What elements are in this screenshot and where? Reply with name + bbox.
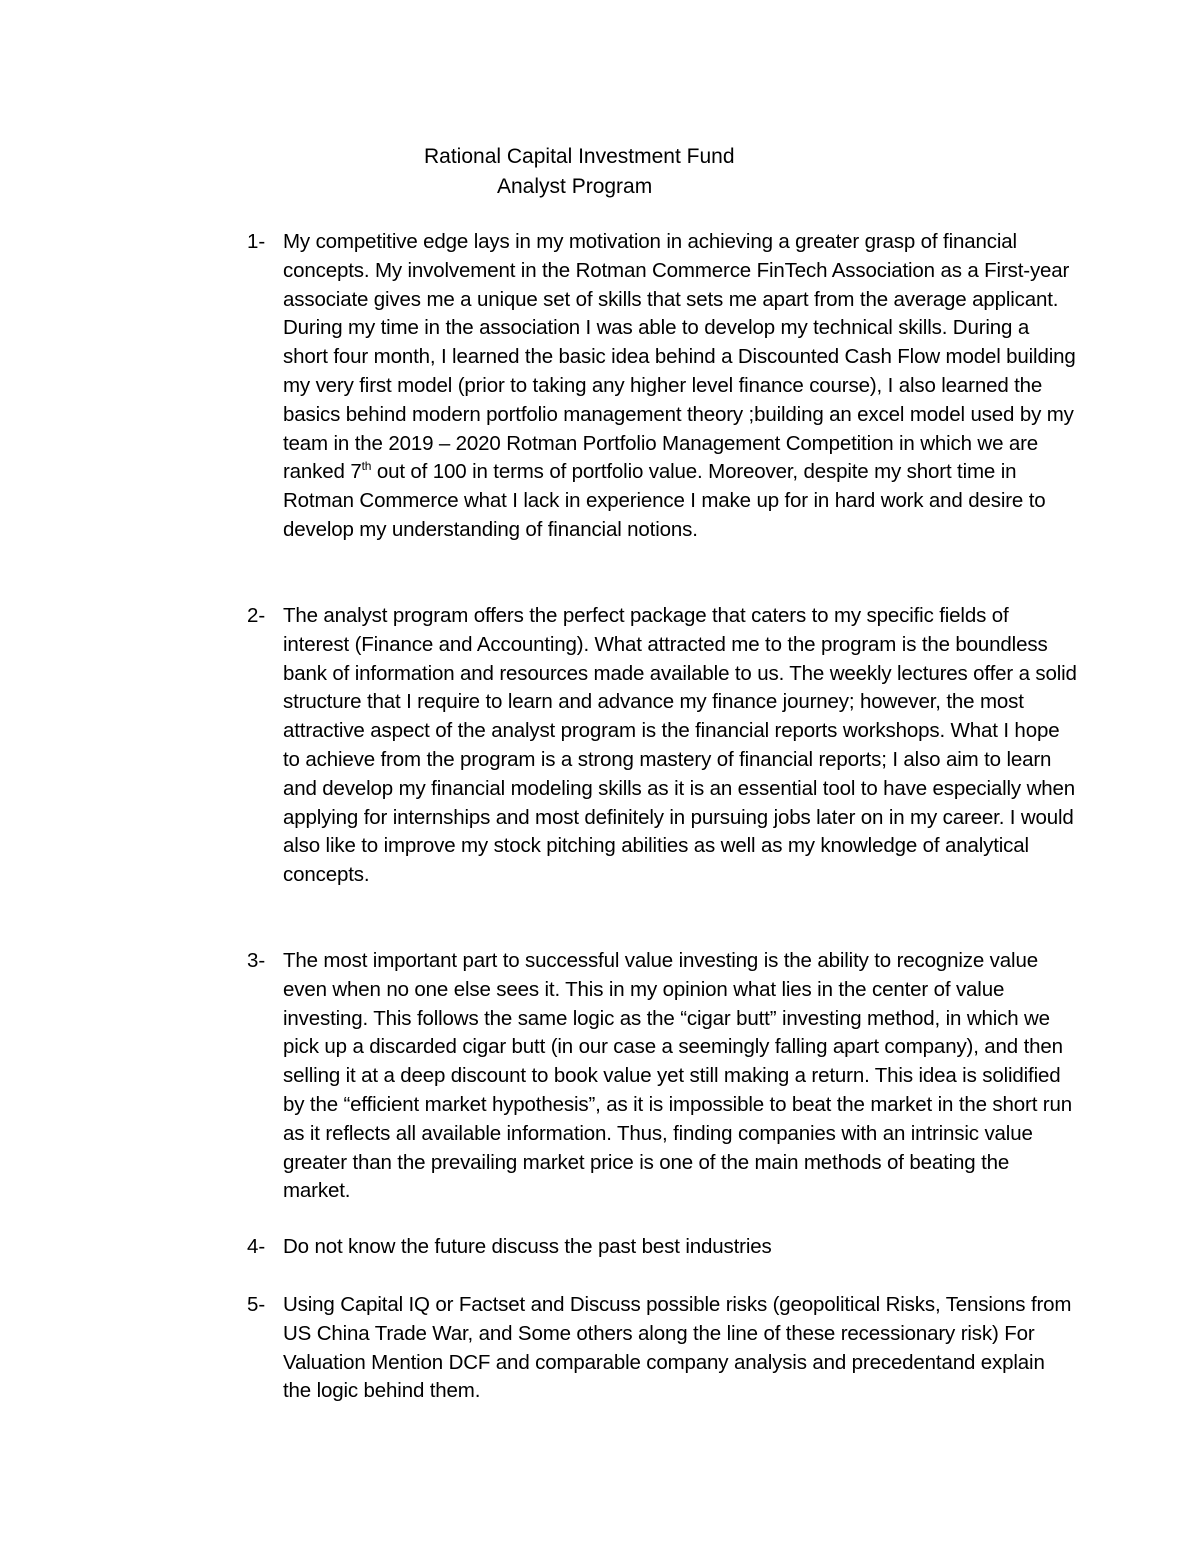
list-item-number: 5- <box>247 1293 266 1316</box>
list-item-3 <box>247 947 1077 1206</box>
list-item-text: Do not know the future discuss the past best industries <box>283 1235 772 1258</box>
list-item-text: The most important part to successful value investing is the ability to recognize value even when no one else sees it. This in my opinion what lies in the center of value investing. This follows the same logic as the “cigar butt” investing method, in which we pick up a discarded cigar butt (in our case a seemingly falling apart company), and then selling it at a deep discount to book value yet still making a return. This idea is solidified by the “efficient market hypothesis”, as it is impossible to beat the market in the short run as it reflects all available information. Thus, finding companies with an intrinsic value greater than the prevailing market price is one of the main methods of beating the market. <box>283 949 1072 1203</box>
list-item-text-part: My competitive edge lays in my motivation in achieving a greater grasp of financial concepts. My involvement in the Rotman Commerce FinTech Association as a First-year associate gives me a unique set of skills that sets me apart from the average applicant. During my time in the association I was able to develop my technical skills. During a short four month, I learned the basic idea behind a Discounted Cash Flow model building my very first model (prior to taking any higher level finance course), I also learned the basics behind modern portfolio management theory ;building an excel model used by my team in the 2019 – 2020 Rotman Portfolio Management Competition in which we are ranked 7 <box>283 230 1076 484</box>
list-item-1 <box>247 228 1077 545</box>
list-item-number: 1- <box>247 230 266 253</box>
list-item-text-part: out of 100 in terms of portfolio value. Moreover, despite my short time in Rotman Commerce what I lack in experience I make up for in hard work and desire to develop my understanding of financial notions. <box>283 460 1046 541</box>
list-item-number: 4- <box>247 1235 266 1258</box>
list-item-text: The analyst program offers the perfect package that caters to my specific fields of interest (Finance and Accounting). What attracted me to the program is the boundless bank of information and resources made available to us. The weekly lectures offer a solid structure that I require to learn and advance my finance journey; however, the most attractive aspect of the analyst program is the financial reports workshops. What I hope to achieve from the program is a strong mastery of financial reports; I also aim to learn and develop my financial modeling skills as it is an essential tool to have especially when applying for internships and most definitely in pursuing jobs later on in my career. I would also like to improve my stock pitching abilities as well as my knowledge of analytical concepts. <box>283 604 1077 887</box>
list-item-number: 3- <box>247 949 266 972</box>
list-item-text: Using Capital IQ or Factset and Discuss possible risks (geopolitical Risks, Tensions from US China Trade War, and Some others along the line of these recessionary risk) For Valuation Mention DCF and comparable company analysis and precedentand explain the logic behind them. <box>283 1293 1072 1403</box>
title-line-1: Rational Capital Investment Fund <box>424 145 735 168</box>
list-item-text <box>283 228 1077 545</box>
list-item-5 <box>247 1291 1077 1406</box>
list-item-4 <box>247 1233 1077 1262</box>
ordinal-superscript: th <box>361 459 372 474</box>
list-item-number: 2- <box>247 604 266 627</box>
list-item-2 <box>247 602 1077 890</box>
title-line-2: Analyst Program <box>497 175 653 198</box>
